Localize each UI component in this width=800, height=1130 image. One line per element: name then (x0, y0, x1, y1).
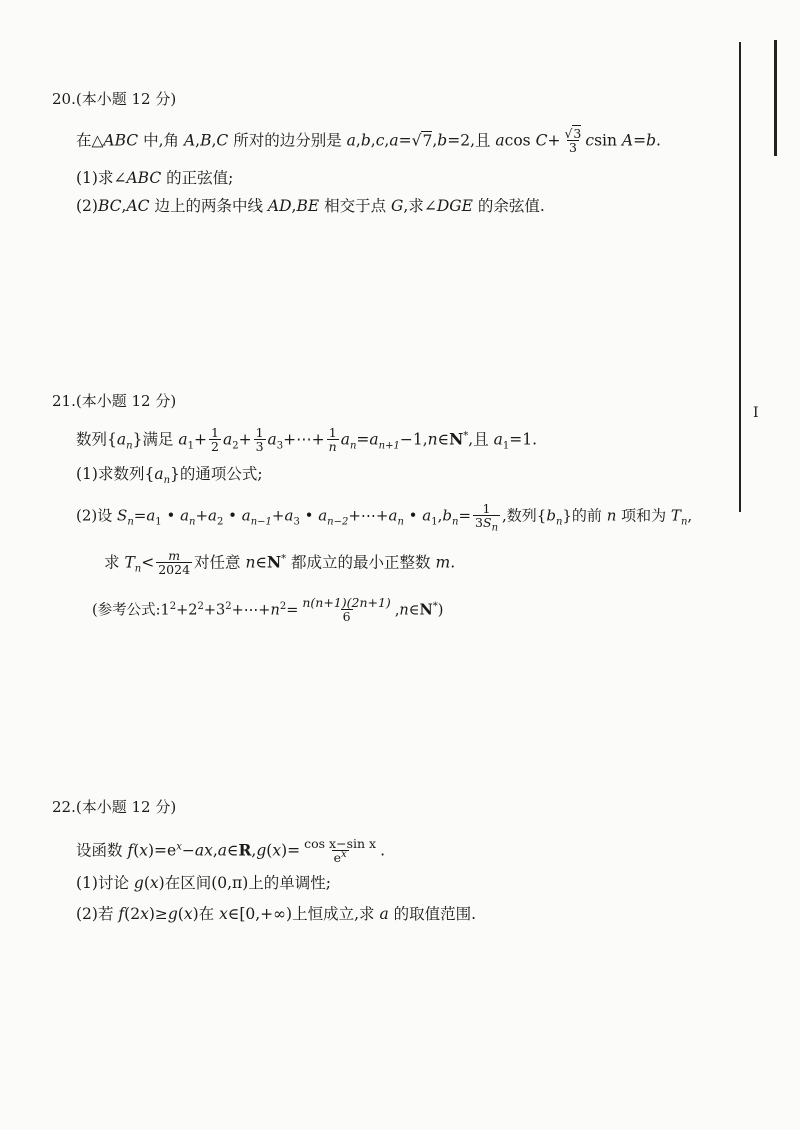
margin-mark: I (753, 405, 759, 421)
q21-reference-formula: (参考公式$:1^2+2^2+3^2+\cdots+n^2=$ $\frac{n(n+1)(2n+1)}{6}$ ,n∈N*) (92, 595, 444, 625)
q21-part1: (1)求数列$\{a_n\}$的通项公式; (76, 465, 263, 487)
fraction-sqrt3-over-3: $\frac{√3}{3}$ (564, 126, 582, 156)
fraction-one-half: $\frac{1}{2}$ (211, 425, 219, 455)
fraction-cos-minus-sin-over-ex: $\frac{\text{cos x−sin x}}{e^x}$ (304, 836, 377, 866)
q22-stem: 设函数 $f(x)=e^x-ax,a\in R,g(x)=$ $\frac{\text{cos x−sin x}}{e^x}$ . (76, 836, 386, 866)
q21-part2-continued: 求 $T_n<$ $\frac{m}{2024}$ 对任意 n∈N* 都成立的最小正整数 m. (104, 548, 456, 578)
q22-part1: (1)讨论 g(x)在区间(0,π)上的单调性; (76, 874, 331, 892)
fraction-one-third: $\frac{1}{3}$ (255, 425, 264, 455)
q20-stem: 在△ABC 中,角 A,B,C 所对的边分别是 a,b,c,a=√7,b=2,且 acos C+ $\frac{√3}{3}$ csin A=b. (76, 126, 661, 156)
fraction-m-over-2024: $\frac{m}{2024}$ (158, 548, 191, 578)
fraction-one-over-3sn: $\frac{1}{3S_n}$ (475, 501, 499, 534)
q20-header: 20.(本小题 12 分) (52, 90, 177, 108)
edge-line (774, 40, 777, 156)
q22-header: 22.(本小题 12 分) (52, 798, 177, 816)
fraction-one-over-n: $\frac{1}{n}$ (328, 425, 337, 455)
q21-header: 21.(本小题 12 分) (52, 392, 177, 410)
q20-part1: (1)求∠ABC 的正弦值; (76, 169, 234, 187)
sqrt-seven: √7 (411, 131, 433, 150)
q22-part2: (2)若 f(2x)≥g(x)在 x∈[0,+∞)上恒成立,求 a 的取值范围. (76, 905, 477, 923)
q21-part2: (2)设 $S_n=a_1$ • $a_n+a_2$ • $a_{n-1}+a_3$ • $a_{n-2}+\cdots+a_n$ • $a_1,b_n=$ $\frac{1}{3S_n}$ ,数列$\{b_n\}$的前 n 项和为 $T_n$, (76, 501, 693, 534)
q20-part2: (2)BC,AC 边上的两条中线 AD,BE 相交于点 G,求∠DGE 的余弦值. (76, 197, 545, 215)
binding-line (739, 42, 741, 512)
q21-stem: 数列$\{a_n\}$满足 $a_1+$ $\frac{1}{2}$ $a_2+$ $\frac{1}{3}$ $a_3+\cdots+$ $\frac{1}{n}$ $a_n=a_{n+1}-1,n\in N^*$,且 $a_1=1$. (76, 425, 538, 455)
fraction-sum-of-squares: $\frac{n(n+1)(2n+1)}{6}$ (302, 595, 391, 625)
